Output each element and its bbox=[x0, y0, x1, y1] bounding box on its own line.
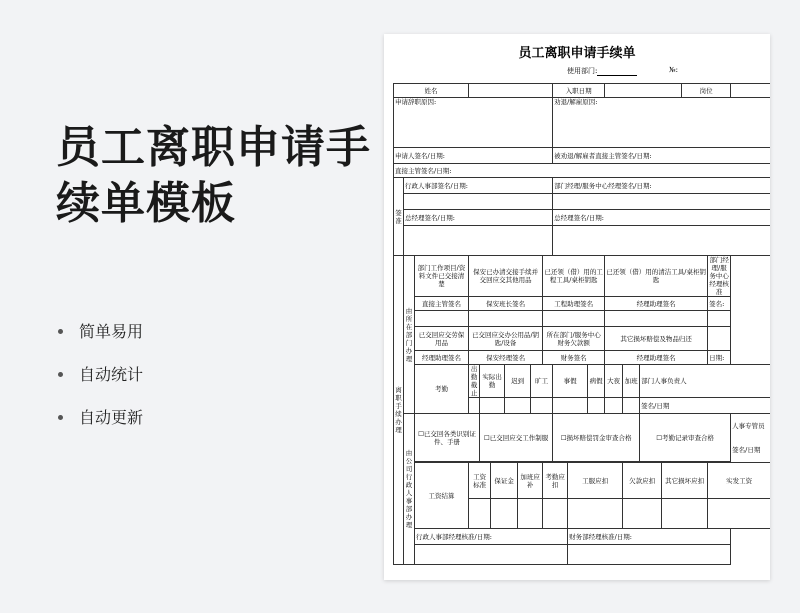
attendance-val bbox=[588, 398, 605, 414]
position-label: 岗位 bbox=[682, 84, 731, 98]
cover-title bbox=[56, 120, 371, 232]
attendance-col: 加班 bbox=[623, 365, 640, 398]
finance-approve-space bbox=[568, 545, 731, 565]
feature-label: 自动统计 bbox=[79, 364, 144, 384]
dept-manager-space bbox=[553, 194, 770, 210]
bullet-icon bbox=[58, 415, 63, 420]
dept-sign-8: 财务签名 bbox=[543, 351, 605, 365]
hr-head-sign-date: 签名/日期 bbox=[640, 398, 770, 414]
position-value bbox=[731, 84, 770, 98]
salary-label: 工资结算 bbox=[415, 463, 469, 529]
admin-side-label: 由公司行政人事部办理 bbox=[404, 414, 415, 565]
salary-val bbox=[662, 499, 708, 529]
dept-sign-2: 保安班长签名 bbox=[469, 297, 543, 311]
dept-blank-3 bbox=[543, 311, 605, 327]
cover-title-line1: 员工离职申请手 bbox=[56, 122, 371, 173]
admin-hr-space bbox=[404, 194, 553, 210]
attendance-label: 考勤 bbox=[415, 365, 469, 414]
form-preview bbox=[384, 34, 770, 580]
salary-col: 工资标准 bbox=[469, 463, 491, 499]
salary-val bbox=[708, 499, 770, 529]
dept-hr-head: 部门人事负责人 bbox=[640, 365, 770, 398]
attendance-col: 旷工 bbox=[531, 365, 553, 398]
dept-manager-sign: 部门经理/服务中心经理签名/日期: bbox=[553, 178, 770, 194]
hr-officer-label: 人事专管员 bbox=[732, 422, 765, 430]
dept-sign-1: 直接主管签名 bbox=[415, 297, 469, 311]
gm-space-right bbox=[553, 226, 770, 256]
form-table bbox=[393, 83, 770, 565]
dismiss-reason: 劝退/解雇原因: bbox=[553, 98, 770, 148]
attendance-col: 事假 bbox=[553, 365, 588, 398]
admin-check-4: ☐考勤记录审查合格 bbox=[640, 414, 731, 462]
procedure-side-label: 离职手续办理 bbox=[394, 256, 404, 565]
feature-item bbox=[58, 353, 143, 396]
name-value bbox=[469, 84, 553, 98]
bullet-icon bbox=[58, 329, 63, 334]
dept-item-10 bbox=[708, 327, 731, 351]
hr-officer bbox=[731, 414, 770, 463]
feature-label: 自动更新 bbox=[79, 407, 144, 427]
dept-item-2: 保安已办清交接手续并交回应交其他用品 bbox=[469, 256, 543, 297]
dept-blank-5 bbox=[708, 311, 731, 327]
dept-item-4: 已还领（借）用的清洁工具/桌柜钥匙 bbox=[605, 256, 708, 297]
attendance-col: 病假 bbox=[588, 365, 605, 398]
dept-item-7: 已交回应交办公用品/钥匙/设备 bbox=[469, 327, 543, 351]
salary-col: 考勤应扣 bbox=[543, 463, 568, 499]
dept-item-1: 部门工作项目/资料文件已交接清楚 bbox=[415, 256, 469, 297]
feature-item bbox=[58, 310, 143, 353]
bullet-icon bbox=[58, 372, 63, 377]
form-title: 员工离职申请手续单 bbox=[518, 46, 636, 61]
admin-check-3: ☐损坏赔偿罚金审查合格 bbox=[553, 414, 640, 462]
dept-sign-10: 日期: bbox=[708, 351, 731, 365]
dept-sign-9: 经理助理签名 bbox=[605, 351, 708, 365]
attendance-val bbox=[531, 398, 553, 414]
attendance-col: 实际出勤 bbox=[480, 365, 505, 398]
hire-date-label: 入职日期 bbox=[553, 84, 605, 98]
dept-sign-5: 签名: bbox=[708, 297, 731, 311]
admin-check-2: ☐已交回应交工作制服 bbox=[480, 414, 553, 462]
applicant-sign: 申请人签名/日期: bbox=[394, 148, 553, 164]
finance-manager-approve: 财务部经理核准/日期: bbox=[568, 529, 731, 545]
supervisor-sign: 直接主管签名/日期: bbox=[394, 164, 771, 178]
hr-officer-sign: 签名/日期 bbox=[732, 446, 761, 454]
dept-item-5: 部门经理/服务中心经理核准 bbox=[709, 256, 729, 296]
name-label: 姓名 bbox=[394, 84, 469, 98]
salary-col: 工服应扣 bbox=[568, 463, 623, 499]
gm-space-left bbox=[404, 226, 553, 256]
hr-manager-approve: 行政人事部经理核准/日期: bbox=[415, 529, 568, 545]
dept-label: 使用部门: bbox=[567, 67, 598, 75]
salary-col: 保证金 bbox=[491, 463, 518, 499]
feature-list bbox=[58, 310, 143, 439]
dept-sign-6: 经理助理签名 bbox=[415, 351, 469, 365]
gm-sign-right: 总经理签名/日期: bbox=[553, 210, 770, 226]
salary-col: 加班应补 bbox=[518, 463, 543, 499]
dept-sign-3: 工程助理签名 bbox=[543, 297, 605, 311]
resign-reason: 申请辞职原因: bbox=[394, 98, 553, 148]
salary-val bbox=[491, 499, 518, 529]
dept-item-3: 已还领（借）用的工程工具/桌柜钥匙 bbox=[543, 256, 605, 297]
feature-label: 简单易用 bbox=[79, 321, 144, 341]
attendance-val bbox=[505, 398, 531, 414]
salary-col: 其它损坏应扣 bbox=[662, 463, 708, 499]
salary-val bbox=[469, 499, 491, 529]
hr-approve-space bbox=[415, 545, 568, 565]
number-label: №: bbox=[669, 66, 678, 74]
dept-blank-1 bbox=[415, 311, 469, 327]
dept-side-label: 由所在部门办理 bbox=[404, 256, 415, 414]
attendance-val bbox=[605, 398, 623, 414]
dept-item-6: 已交回应交劳保用品 bbox=[415, 327, 469, 351]
salary-val bbox=[623, 499, 662, 529]
number-field bbox=[669, 66, 678, 74]
attendance-col: 出勤截止 bbox=[469, 365, 480, 398]
dept-item-9: 其它损坏赔偿及物品归还 bbox=[605, 327, 708, 351]
attendance-val bbox=[480, 398, 505, 414]
attendance-val bbox=[469, 398, 480, 414]
gm-sign-left: 总经理签名/日期: bbox=[404, 210, 553, 226]
dept-underline bbox=[597, 68, 637, 76]
salary-val bbox=[568, 499, 623, 529]
salary-val bbox=[518, 499, 543, 529]
salary-col: 实发工资 bbox=[708, 463, 770, 499]
salary-col: 欠款应扣 bbox=[623, 463, 662, 499]
hire-date-value bbox=[605, 84, 682, 98]
dept-sign-4: 经理助理签名 bbox=[605, 297, 708, 311]
salary-val bbox=[543, 499, 568, 529]
dismiss-sign: 被劝退/解雇者直接主管签名/日期: bbox=[553, 148, 770, 164]
approval-side-label: 签准 bbox=[394, 178, 404, 256]
dept-blank-2 bbox=[469, 311, 543, 327]
attendance-val bbox=[553, 398, 588, 414]
dept-item-8: 所在部门/服务中心财务欠款额 bbox=[543, 327, 605, 351]
dept-blank-4 bbox=[605, 311, 708, 327]
admin-hr-sign: 行政人事部签名/日期: bbox=[404, 178, 553, 194]
attendance-val bbox=[623, 398, 640, 414]
feature-item bbox=[58, 396, 143, 439]
dept-sign-7: 保安经理签名 bbox=[469, 351, 543, 365]
dept-field bbox=[567, 66, 637, 76]
cover-title-line2: 续单模板 bbox=[56, 178, 236, 229]
admin-check-1: ☐已交回各类识别证件、手册 bbox=[415, 414, 480, 462]
attendance-col: 大夜 bbox=[605, 365, 623, 398]
attendance-col: 迟到 bbox=[505, 365, 531, 398]
